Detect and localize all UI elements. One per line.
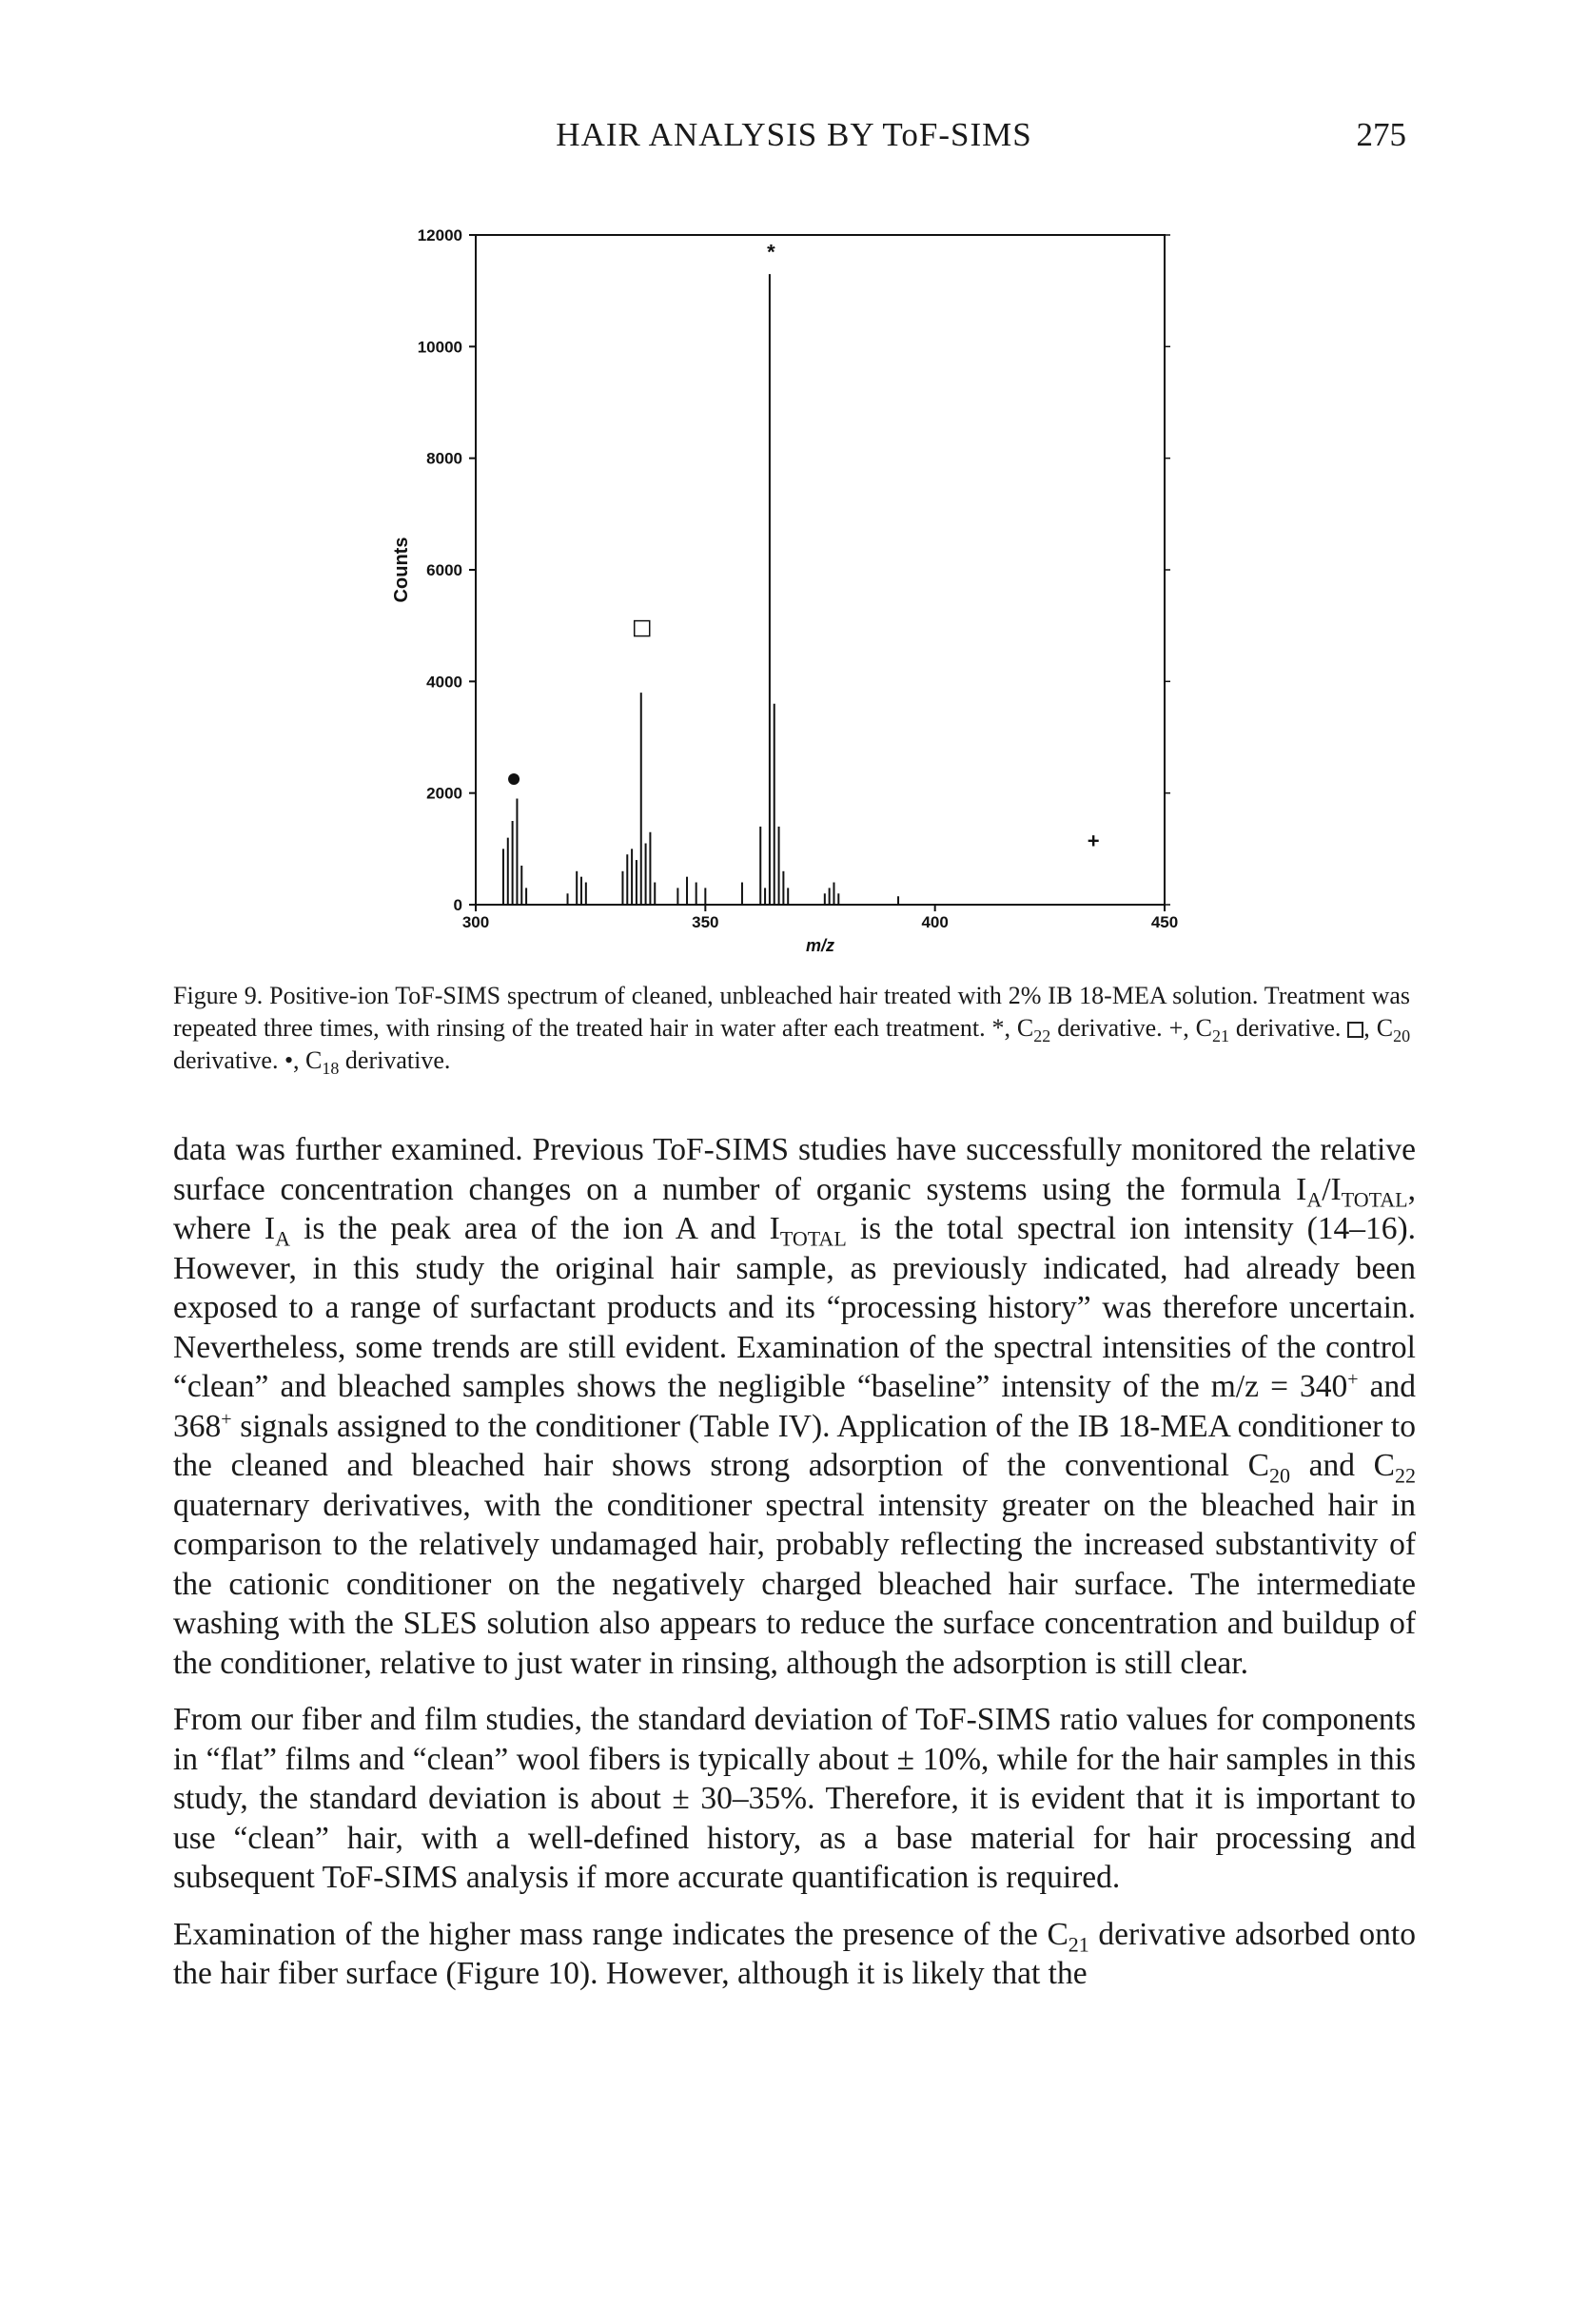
square-marker (635, 621, 650, 636)
key-box-sub: 20 (1393, 1026, 1411, 1046)
paragraph-2: From our fiber and film studies, the standard deviation of ToF-SIMS ratio values for components in “flat” films and “clean” wool fibers is typically about ± 10%, while for the hair samples in this study, the standard deviation is about ± 30–35%. Therefore, it is evident that it is important to use “clean” hair, with a well-defined history, as a base material for hair processing and subsequent ToF-SIMS analysis if more accurate quantification is required. (173, 1702, 1416, 1895)
peak-annotations (508, 241, 1100, 853)
dot-marker (508, 773, 520, 785)
key-plus: +, C (1168, 1014, 1212, 1042)
key-dot-rest: derivative. (339, 1046, 451, 1074)
y-tick-label: 10000 (417, 338, 462, 357)
y-tick-label: 4000 (426, 673, 462, 692)
p1-text-h: and C (1289, 1448, 1395, 1483)
p1-sub-d: TOTAL (779, 1226, 847, 1251)
key-plus-sub: 21 (1212, 1026, 1229, 1046)
figure-label: Figure 9. (173, 982, 264, 1009)
x-tick-label: 350 (692, 913, 719, 931)
p3-text-b: derivative adsorbed onto the hair fiber surface (Figure 10). However, although it is likely that the (173, 1916, 1416, 1991)
x-tick-label: 300 (461, 913, 490, 931)
y-tick-label: 2000 (426, 784, 462, 803)
p1-sub-a: A (1306, 1187, 1323, 1212)
p1-text-c: , where I (173, 1171, 1416, 1246)
y-axis (418, 226, 1170, 914)
key-box-rest: derivative. (173, 1046, 279, 1074)
p1-text-d: is the peak area of the ion A and I (289, 1211, 780, 1246)
key-star-rest: derivative. (1050, 1014, 1163, 1042)
p1-text-b: /I (1322, 1171, 1342, 1207)
body-text (173, 1130, 1416, 2011)
p1-text-g: signals assigned to the conditioner (Table IV). Application of the IB 18-MEA conditioner to the cleaned and bleached hair shows strong adsorption of the conventional C (173, 1408, 1416, 1483)
p1-text-e: is the total spectral ion intensity (14–16). However, in this study the original hair sample, as previously indicated, had already been exposed to a range of surfactant products and its “processing history” was therefore uncertain. Nevertheless, some trends are still evident. Examination of the spectral intensities of the control “clean” and bleached samples shows the negligible “baseline” intensity of the m/z = 340 (173, 1211, 1417, 1404)
p3-text-a: Examination of the higher mass range indicates the presence of the C (173, 1916, 1068, 1952)
caption-text: Positive-ion ToF-SIMS spectrum of cleaned, unbleached hair treated with 2% IB 18-MEA solution. Treatment was repeated three times, with rinsing of the treated hair in water after each treatment. (173, 982, 1410, 1042)
spectrum-chart (371, 214, 1208, 956)
plot-frame (476, 235, 1165, 905)
p1-sub-b: TOTAL (1341, 1187, 1408, 1212)
key-plus-rest: derivative. (1229, 1014, 1342, 1042)
key-box: , C (1363, 1014, 1394, 1042)
y-tick-label: 6000 (426, 561, 462, 579)
page-header (0, 116, 1588, 164)
figure-caption (173, 980, 1410, 1077)
x-axis (462, 905, 1178, 931)
p1-sup-f: + (221, 1408, 232, 1430)
page-number: 275 (1356, 116, 1406, 153)
p1-sup-e: + (1347, 1368, 1359, 1390)
p1-text-a: data was further examined. Previous ToF-SIMS studies have successfully monitored the relative surface concentration changes on a number of organic systems using the formula I (173, 1132, 1416, 1207)
key-star-sub: 22 (1033, 1026, 1051, 1046)
symbol-marker: * (767, 240, 775, 264)
x-tick-label: 450 (1150, 913, 1179, 931)
y-tick-label: 0 (453, 896, 462, 914)
spectrum-peaks (503, 274, 898, 905)
paragraph-1 (173, 1130, 1416, 1683)
p1-sub-g: 20 (1268, 1463, 1290, 1488)
open-square-symbol (1347, 1022, 1363, 1038)
key-dot: •, C (284, 1046, 323, 1074)
running-title: HAIR ANALYSIS BY ToF-SIMS (556, 116, 1032, 153)
y-tick-label: 12000 (417, 226, 462, 244)
x-tick-label: 400 (921, 913, 949, 931)
y-tick-label: 8000 (426, 449, 462, 468)
symbol-marker: + (1087, 829, 1100, 853)
p1-text-i: quaternary derivatives, with the conditioner spectral intensity greater on the bleached hair in comparison to the relatively undamaged hair, probably reflecting the increased substantivity of the cationic conditioner on the negatively charged bleached hair surface. The intermediate washing with the SLES solution also appears to reduce the surface concentration and buildup of the conditioner, relative to just water in rinsing, although the adsorption is still clear. (173, 1487, 1416, 1681)
p1-sub-h: 22 (1395, 1463, 1416, 1488)
key-dot-sub: 18 (322, 1059, 340, 1079)
p1-sub-c: A (275, 1226, 290, 1251)
x-axis-label: m/z (805, 936, 835, 955)
paragraph-3 (173, 1915, 1416, 1994)
p1-text-f: and 368 (173, 1369, 1416, 1444)
y-axis-label: Counts (391, 537, 412, 603)
key-star: *, C (991, 1014, 1034, 1042)
p3-sub-a: 21 (1068, 1932, 1089, 1957)
